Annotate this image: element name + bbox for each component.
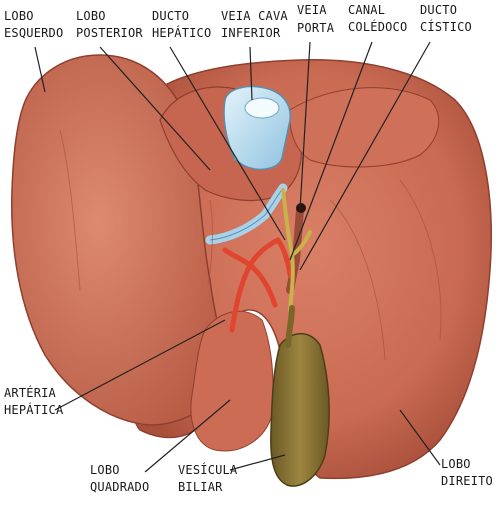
label-arteria-hepatica: ARTÉRIA HEPÁTICA (4, 386, 64, 417)
label-lobo-direito: LOBO DIREITO (441, 457, 493, 488)
ivc-lumen (245, 98, 279, 118)
label-veia-cava-inferior: VEIA CAVA INFERIOR (221, 9, 288, 40)
label-ducto-hepatico: DUCTO HEPÁTICO (152, 9, 212, 40)
gallbladder (271, 334, 329, 486)
label-vesicula-biliar: VESÍCULA BILIAR (178, 463, 238, 494)
label-canal-coledoco: CANAL COLÉDOCO (348, 3, 408, 34)
portal-vein-opening (296, 203, 306, 213)
liver-upper-ridge (290, 88, 439, 167)
label-lobo-quadrado: LOBO QUADRADO (90, 463, 150, 494)
label-lobo-posterior: LOBO POSTERIOR (76, 9, 143, 40)
label-ducto-cistico: DUCTO CÍSTICO (420, 3, 472, 34)
label-veia-porta: VEIA PORTA (297, 3, 335, 35)
label-lobo-esquerdo: LOBO ESQUERDO (4, 9, 64, 40)
